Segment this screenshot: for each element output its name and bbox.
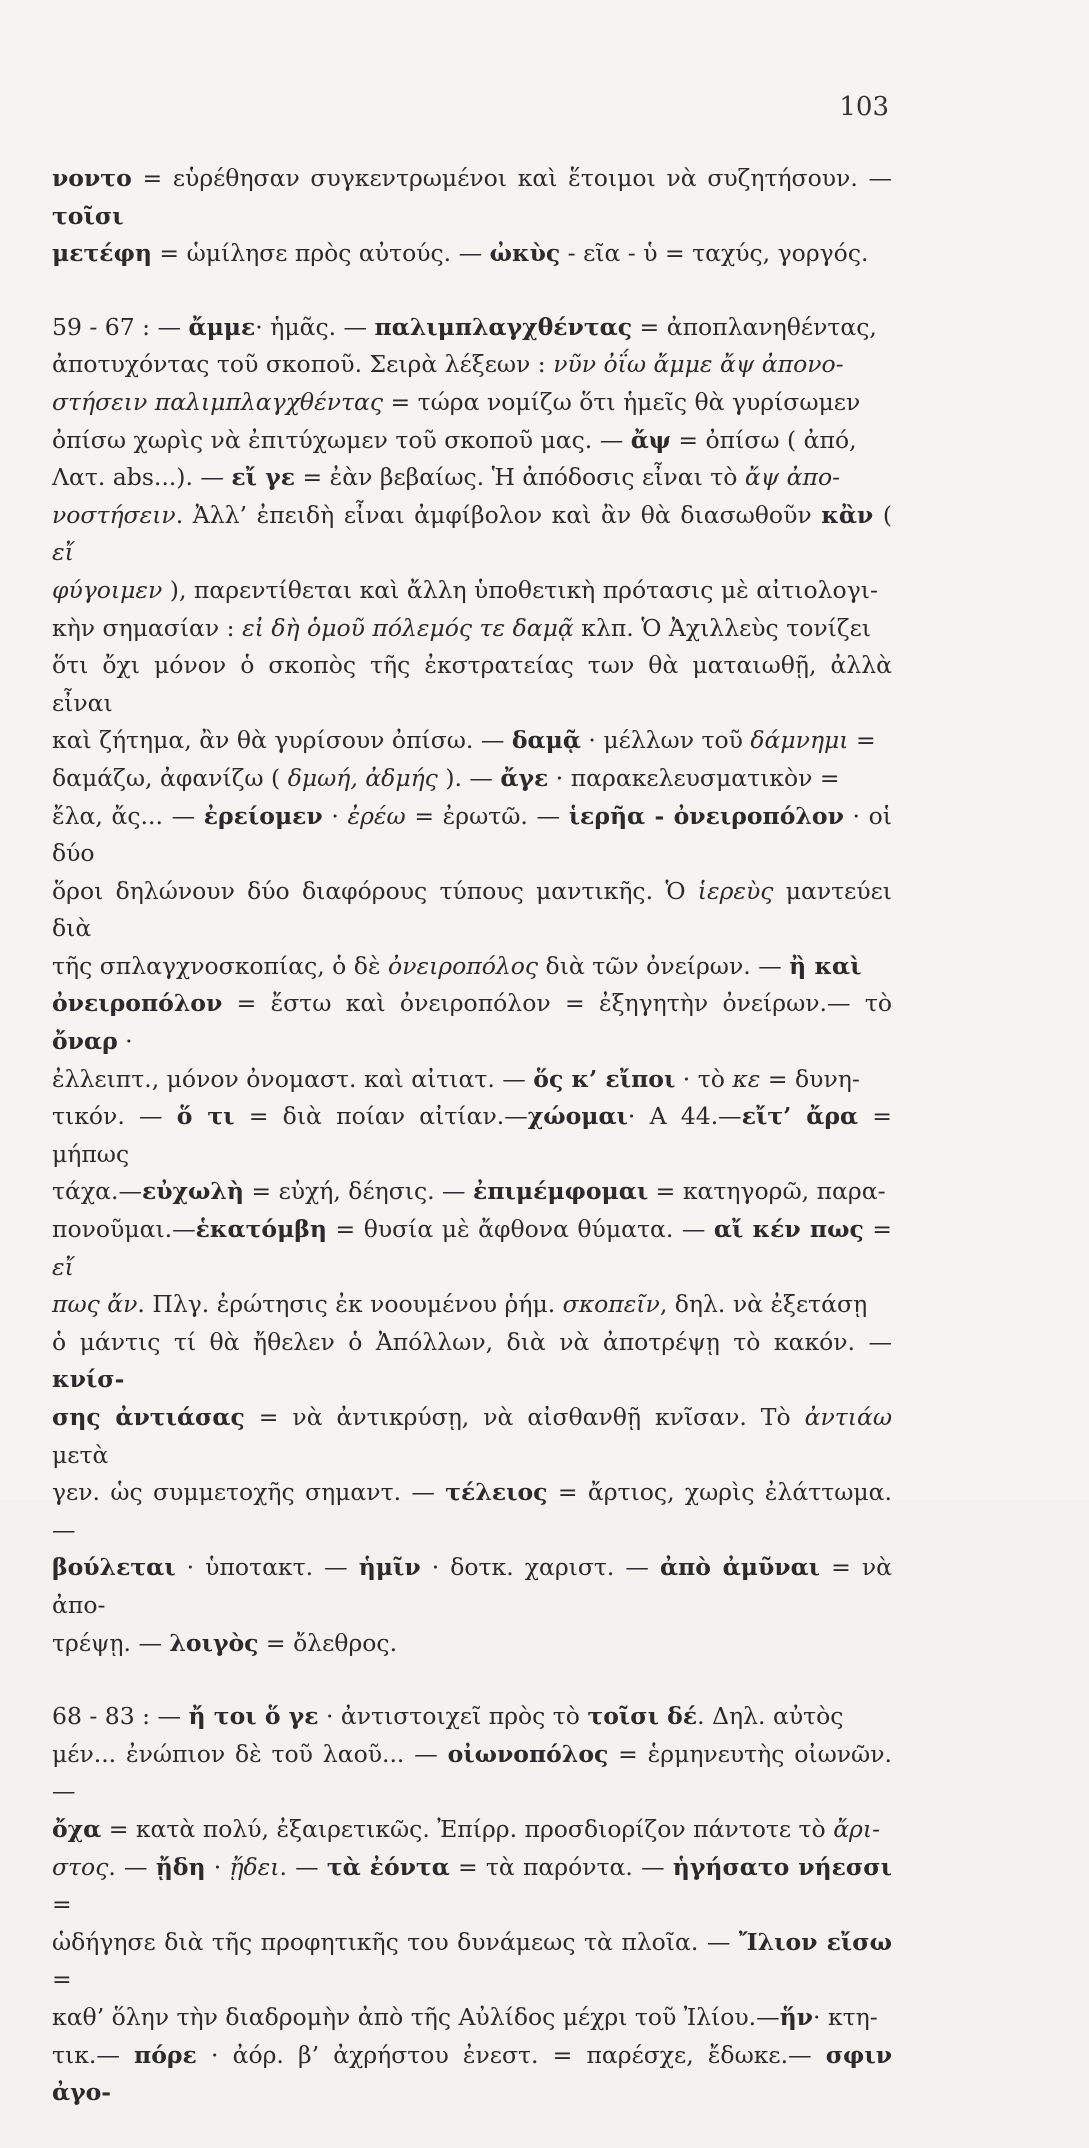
- text-run: (: [873, 500, 893, 529]
- paragraph: [52, 309, 892, 1662]
- page-body: [52, 160, 892, 2148]
- text-line: [52, 459, 892, 497]
- text-run: ). —: [437, 763, 501, 792]
- text-run: · Α 44.—: [627, 1102, 742, 1131]
- headword: ἥν: [779, 2002, 813, 2031]
- headword: ἄμμε: [188, 312, 256, 341]
- italic-quote: εἰ δὴ ὁμοῦ πόλεμός τε δαμᾷ: [242, 613, 574, 642]
- headword: τέλειος: [445, 1478, 548, 1507]
- italic-quote: νῦν ὀΐω ἄμμε ἄψ ἀπονο-: [553, 350, 844, 379]
- headword: πόρε: [134, 2040, 197, 2069]
- italic-quote: εἴ: [52, 538, 74, 567]
- text-run: = ὡμίλησε πρὸς αὐτούς. —: [151, 239, 490, 268]
- headword: ἤ τοι ὅ γε: [188, 1702, 319, 1731]
- headword: εὐχωλὴ: [141, 1177, 244, 1206]
- text-line: [52, 1698, 892, 1736]
- italic-quote: ἄρι-: [833, 1814, 881, 1843]
- text-run: ·: [322, 801, 348, 830]
- italic-quote: ἀντιάω: [804, 1403, 893, 1431]
- text-run: Λατ. abs...). —: [52, 463, 232, 492]
- text-run: =: [52, 1965, 72, 1994]
- text-run: · κτη-: [813, 2002, 878, 2031]
- text-run: . Πλγ. ἐρώτησις ἐκ νοουμένου ῥήμ.: [137, 1290, 563, 1319]
- headword: ἀπὸ ἀμῦναι: [659, 1553, 821, 1582]
- text-run: . —: [279, 1852, 327, 1881]
- paragraph: [52, 1698, 892, 2112]
- text-line: [52, 497, 892, 572]
- text-run: = ἀποπλανηθέντας,: [632, 312, 877, 341]
- text-run: = ἐρωτῶ. —: [405, 801, 569, 830]
- text-run: κλπ. Ὁ Ἀχιλλεὺς τονίζει: [573, 613, 871, 642]
- text-run: ἀποτυχόντας τοῦ σκοποῦ. Σειρὰ λέξεων :: [52, 350, 554, 379]
- text-run: · μέλλων τοῦ: [580, 726, 751, 755]
- italic-quote: κε: [732, 1064, 761, 1093]
- headword: τοῖσι δέ: [587, 1702, 698, 1731]
- text-run: - εῖα - ὑ = ταχύς, γοργός.: [560, 239, 869, 268]
- text-line: [52, 2037, 892, 2112]
- text-run: πονοῦμαι.—: [52, 1215, 196, 1244]
- text-line: [52, 1098, 892, 1173]
- italic-quote: σκοπεῖν: [562, 1290, 660, 1319]
- text-line: [52, 760, 892, 798]
- text-run: κὴν σημασίαν :: [52, 613, 243, 642]
- headword: χώομαι: [527, 1102, 628, 1131]
- text-line: [52, 1324, 892, 1399]
- headword: τοῖσι: [52, 201, 124, 230]
- italic-quote: εἴ: [52, 1252, 74, 1281]
- text-run: διὰ τῶν ὀνείρων. —: [538, 951, 790, 980]
- text-line: [52, 1849, 892, 1924]
- text-run: . Ἀλλ’ ἐπειδὴ εἶναι ἀμφίβολον καὶ ἂν θὰ διασωθοῦν: [175, 500, 822, 529]
- text-line: [52, 1399, 892, 1474]
- text-line: [52, 160, 892, 235]
- text-run: ἔλα, ἄς... —: [52, 801, 204, 830]
- text-line: [52, 1999, 892, 2037]
- headword: εἴ γε: [231, 463, 296, 492]
- headword: σφιν ἀγο-: [52, 2040, 893, 2107]
- text-line: [52, 1211, 892, 1286]
- headword: ἢ καὶ: [789, 951, 862, 980]
- headword: Ἴλιον εἴσω: [738, 1927, 892, 1956]
- headword: ἡγήσατο νήεσσι: [672, 1852, 892, 1881]
- text-run: = νὰ ἀντικρύσῃ, νὰ αἰσθανθῇ κνῖσαν. Τὸ: [244, 1403, 805, 1431]
- text-run: γεν. ὡς συμμετοχῆς σημαντ. —: [52, 1478, 446, 1507]
- headword: μετέφη: [52, 239, 152, 268]
- text-line: [52, 873, 892, 948]
- headword: κνίσ-: [52, 1365, 125, 1394]
- text-run: καθ’ ὅλην τὴν διαδρομὴν ἀπὸ τῆς Αὐλίδος μέχρι τοῦ Ἰλίου.—: [52, 2002, 780, 2031]
- italic-quote: ᾔδει: [229, 1852, 280, 1881]
- text-run: · παρακελευσματικὸν =: [548, 763, 840, 792]
- text-run: = ὀπίσω ( ἀπό,: [670, 425, 857, 454]
- text-run: = ἄρτιος, χωρὶς ἐλάττωμα. —: [52, 1478, 892, 1544]
- italic-quote: νοστήσειν: [52, 500, 176, 529]
- headword: τὰ ἐόντα: [326, 1852, 450, 1881]
- text-run: τῆς σπλαγχνοσκοπίας, ὁ δὲ: [52, 951, 389, 980]
- text-run: =: [52, 1890, 72, 1919]
- headword: νοντο: [52, 164, 132, 192]
- headword: αἴ κέν πως: [713, 1215, 864, 1244]
- text-line: [52, 1625, 892, 1663]
- headword: ἐπιμέμφομαι: [473, 1177, 649, 1206]
- paragraph: [52, 160, 892, 273]
- headword: ὅ τι: [176, 1102, 235, 1131]
- text-run: = θυσία μὲ ἄφθονα θύματα. —: [327, 1215, 714, 1244]
- headword: ἱερῆα - ὀνειροπόλον: [568, 801, 844, 830]
- italic-quote: στος: [52, 1852, 109, 1881]
- headword: ὀνειροπόλον: [52, 989, 223, 1018]
- headword: ὄναρ: [52, 1027, 118, 1056]
- text-line: [52, 985, 892, 1060]
- text-run: = διὰ ποίαν αἰτίαν.—: [234, 1102, 528, 1131]
- text-run: τικ.—: [52, 2040, 135, 2069]
- headword: δαμᾷ: [511, 726, 581, 755]
- text-run: ·: [205, 1852, 230, 1881]
- text-run: =: [863, 1215, 892, 1244]
- text-run: ὅτι ὄχι μόνον ὁ σκοπὸς τῆς ἐκστρατείας των θὰ ματαιωθῇ, ἀλλὰ εἶναι: [52, 651, 892, 717]
- text-run: . —: [108, 1852, 156, 1881]
- italic-quote: πως ἄν: [52, 1290, 138, 1319]
- text-line: [52, 1286, 892, 1324]
- text-run: = τώρα νομίζω ὅτι ἡμεῖς θὰ γυρίσωμεν: [383, 387, 861, 416]
- text-run: · δοτκ. χαριστ. —: [420, 1553, 660, 1582]
- text-line: [52, 422, 892, 460]
- italic-quote: φύγοιμεν: [52, 575, 163, 604]
- text-run: ), παρεντίθεται καὶ ἄλλη ὑποθετικὴ πρότασις μὲ αἰτιολογι-: [162, 575, 878, 604]
- text-line: [52, 798, 892, 873]
- text-run: ὀπίσω χωρὶς νὰ ἐπιτύχωμεν τοῦ σκοποῦ μας. —: [52, 425, 631, 454]
- text-line: [52, 384, 892, 422]
- text-line: [52, 722, 892, 760]
- headword: κἂν: [821, 500, 874, 529]
- text-run: ἐλλειπτ., μόνον ὀνομαστ. καὶ αἰτιατ. —: [52, 1064, 534, 1093]
- text-line: [52, 1811, 892, 1849]
- text-line: [52, 346, 892, 384]
- text-run: ·: [117, 1027, 133, 1056]
- text-run: = δυνη-: [760, 1064, 860, 1093]
- text-line: [52, 572, 892, 610]
- text-run: · ἡμᾶς. —: [255, 312, 375, 341]
- text-run: ὁ μάντις τί θὰ ἤθελεν ὁ Ἀπόλλων, διὰ νὰ ἀποτρέψῃ τὸ κακόν. —: [52, 1327, 892, 1356]
- text-run: μαντεύει διὰ: [52, 876, 892, 943]
- text-run: μέν... ἐνώπιον δὲ τοῦ λαοῦ... —: [52, 1739, 448, 1768]
- text-run: τικόν. —: [52, 1102, 177, 1131]
- text-run: =: [848, 726, 876, 755]
- italic-quote: δάμνημι: [750, 726, 849, 755]
- text-run: · ὑποτακτ. —: [175, 1553, 359, 1582]
- headword: ὠκὺς: [489, 239, 561, 268]
- text-run: = νὰ ἀπο-: [52, 1553, 892, 1619]
- headword: ᾔδη: [155, 1852, 206, 1881]
- headword: σης ἀντιάσας: [52, 1403, 245, 1431]
- italic-quote: ἱερεὺς: [697, 876, 774, 905]
- text-line: [52, 1549, 892, 1624]
- headword: ἐρείομεν: [203, 801, 323, 830]
- headword: ἄγε: [500, 763, 549, 792]
- text-run: 59 - 67 : —: [52, 312, 189, 341]
- headword: ἡμῖν: [358, 1553, 421, 1582]
- text-run: · ἀόρ. β’ ἀχρήστου ἐνεστ. = παρέσχε, ἔδωκε.—: [196, 2040, 826, 2069]
- headword: βούλεται: [52, 1553, 176, 1582]
- text-run: ὡδήγησε διὰ τῆς προφητικῆς του δυνάμεως τὰ πλοῖα. —: [52, 1927, 739, 1956]
- text-line: [52, 235, 892, 273]
- text-run: = κατηγορῶ, παρα-: [648, 1177, 886, 1206]
- text-run: 68 - 83 : —: [52, 1702, 189, 1731]
- text-run: τάχα.—: [52, 1177, 142, 1206]
- text-run: = ἐὰν βεβαίως. Ἡ ἀπόδοσις εἶναι τὸ: [295, 463, 745, 492]
- italic-quote: ὀνειροπόλος: [388, 951, 539, 980]
- text-run: · ἀντιστοιχεῖ πρὸς τὸ: [318, 1702, 588, 1731]
- headword: ἄψ: [630, 425, 671, 454]
- text-run: · τὸ: [675, 1064, 733, 1093]
- text-run: . Δηλ. αὐτὸς: [697, 1702, 844, 1731]
- headword: παλιμπλαγχθέντας: [374, 312, 633, 341]
- italic-quote: ἄψ ἀπο-: [744, 463, 841, 492]
- headword: ὅς κ’ εἴποι: [533, 1064, 676, 1093]
- text-run: τρέψῃ. —: [52, 1628, 170, 1657]
- text-run: μετὰ: [52, 1440, 109, 1469]
- headword: ἑκατόμβη: [195, 1215, 328, 1244]
- italic-quote: ἐρέω: [347, 801, 406, 830]
- text-run: = κατὰ πολύ, ἐξαιρετικῶς. Ἐπίρρ. προσδιορίζον πάντοτε τὸ: [101, 1814, 834, 1843]
- italic-quote: στήσειν παλιμπλαγχθέντας: [52, 387, 384, 416]
- text-run: = εὐχή, δέησις. —: [243, 1177, 474, 1206]
- text-run: = ἑρμηνευτὴς οἰωνῶν. —: [52, 1739, 892, 1806]
- text-line: [52, 1736, 892, 1811]
- text-line: [52, 1474, 892, 1549]
- text-line: [52, 309, 892, 347]
- text-line: [52, 1173, 892, 1211]
- headword: οἰωνοπόλος: [447, 1739, 609, 1768]
- text-line: [52, 610, 892, 648]
- text-line: [52, 1924, 892, 1999]
- headword: λοιγὸς: [169, 1628, 259, 1657]
- text-run: = ὄλεθρος.: [258, 1628, 398, 1657]
- text-run: δαμάζω, ἀφανίζω (: [52, 763, 288, 792]
- text-line: [52, 1061, 892, 1099]
- italic-quote: δμωή, ἀδμής: [287, 763, 438, 792]
- text-run: · οἱ δύο: [52, 801, 892, 868]
- page-number: 103: [839, 92, 889, 122]
- text-line: [52, 647, 892, 722]
- text-run: καὶ ζήτημα, ἂν θὰ γυρίσουν ὀπίσω. —: [52, 726, 512, 755]
- headword: εἴτ’ ἄρα: [741, 1102, 859, 1131]
- text-run: = ἔστω καὶ ὀνειροπόλον = ἐξηγητὴν ὀνείρων.— τὸ: [222, 989, 892, 1018]
- text-run: = μήπως: [52, 1102, 892, 1168]
- headword: ὄχα: [52, 1814, 102, 1843]
- text-line: [52, 948, 892, 986]
- text-run: = τὰ παρόντα. —: [449, 1852, 673, 1881]
- text-run: ὅροι δηλώνουν δύο διαφόρους τύπους μαντικῆς. Ὁ: [52, 876, 698, 905]
- text-run: , δηλ. νὰ ἐξετάσῃ: [659, 1290, 868, 1319]
- text-run: = εὑρέθησαν συγκεντρωμένοι καὶ ἕτοιμοι νὰ συζητήσουν. —: [131, 164, 892, 192]
